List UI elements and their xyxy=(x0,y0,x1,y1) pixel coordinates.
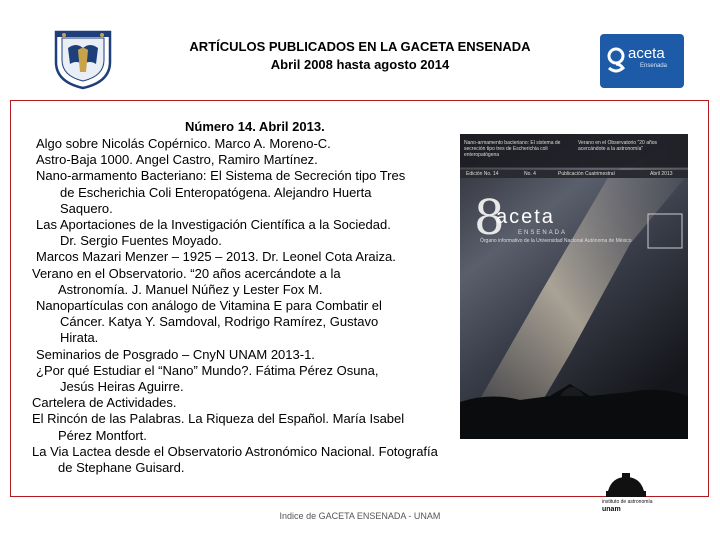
article-text-continuation: Astronomía. J. Manuel Núñez y Lester Fox M. xyxy=(58,281,323,297)
cover-article-teaser-2: Verano en el Observatorio "20 años acercándote a la astronomía" xyxy=(578,140,658,152)
article-item xyxy=(32,411,462,443)
article-text: Verano en el Observatorio. “20 años acercándote a la xyxy=(32,265,341,281)
magazine-cover-image xyxy=(460,134,688,439)
cover-article-teaser: Nano-armamento bacteriano: El sistema de secreción tipo tres de Escherichia coli enteropatógena xyxy=(464,140,561,158)
cover-issue-no: No. 4 xyxy=(524,171,536,177)
article-item xyxy=(32,444,462,476)
cover-label: Publicación Cuatrimestral xyxy=(558,171,615,177)
page-header xyxy=(150,38,570,74)
article-text: Astro-Baja 1000. Angel Castro, Ramiro Martínez. xyxy=(36,152,318,168)
cover-title: aceta xyxy=(496,206,555,228)
article-text: El Rincón de las Palabras. La Riqueza del Español. María Isabel xyxy=(32,411,405,427)
article-text-continuation: Saquero. xyxy=(60,200,113,216)
cover-date: Abril 2013 xyxy=(650,171,673,177)
article-text: Nano-armamento Bacteriano: El Sistema de Secreción tipo Tres xyxy=(36,168,406,184)
article-item xyxy=(32,298,462,347)
article-text: La Via Lactea desde el Observatorio Astronómico Nacional. Fotografía xyxy=(32,443,438,459)
article-text-continuation: Hirata. xyxy=(60,330,99,346)
article-text: Nanopartículas con análogo de Vitamina E para Combatir el xyxy=(36,298,382,314)
article-list xyxy=(32,136,462,476)
article-text-continuation: Cáncer. Katya Y. Samdoval, Rodrigo Ramírez, Gustavo xyxy=(60,314,379,330)
article-text-continuation: de Stephane Guisard. xyxy=(58,460,185,476)
ia-logo-line2: unam xyxy=(602,506,621,513)
header-title: ARTÍCULOS PUBLICADOS EN LA GACETA ENSENADA xyxy=(189,39,531,54)
issue-title: Número 14. Abril 2013. xyxy=(185,119,325,134)
article-item xyxy=(32,217,462,249)
article-text: ¿Por qué Estudiar el “Nano” Mundo?. Fátima Pérez Osuna, xyxy=(36,362,379,378)
page-footer: Indice de GACETA ENSENADA - UNAM xyxy=(279,511,441,521)
cover-g-icon: 8 xyxy=(474,190,505,246)
cover-issue: Edición No. 14 xyxy=(466,171,499,177)
article-text: Marcos Mazari Menzer – 1925 – 2013. Dr. Leonel Cota Araiza. xyxy=(36,249,396,265)
cover-subtitle: ENSENADA xyxy=(518,230,568,236)
article-item xyxy=(32,363,462,395)
article-item xyxy=(32,347,462,363)
instituto-astronomia-logo xyxy=(598,471,658,513)
header-date-range: Abril 2008 hasta agosto 2014 xyxy=(270,57,450,72)
unam-logo xyxy=(50,28,116,90)
article-item xyxy=(32,395,462,411)
ia-logo-line1: instituto de astronomía xyxy=(602,499,653,505)
cover-tagline: Órgano informativo de la Universidad Nacional Autónoma de México xyxy=(480,238,632,244)
article-text: Seminarios de Posgrado – CnyN UNAM 2013-1. xyxy=(36,346,315,362)
article-item xyxy=(32,168,462,217)
gaceta-logo xyxy=(600,34,684,88)
article-item xyxy=(32,266,462,298)
article-text: Las Aportaciones de la Investigación Científica a la Sociedad. xyxy=(36,217,391,233)
article-text: Cartelera de Actividades. xyxy=(32,395,177,411)
gaceta-logo-text: aceta xyxy=(628,45,665,62)
article-text: Algo sobre Nicolás Copérnico. Marco A. Moreno-C. xyxy=(36,136,331,151)
article-text-continuation: Pérez Montfort. xyxy=(58,427,147,443)
article-text-continuation: de Escherichia Coli Enteropatógena. Alejandro Huerta xyxy=(60,184,372,200)
article-text-continuation: Dr. Sergio Fuentes Moyado. xyxy=(60,233,222,249)
article-item xyxy=(32,136,462,152)
article-item xyxy=(32,152,462,168)
gaceta-logo-sub: Ensenada xyxy=(640,63,668,69)
article-item xyxy=(32,249,462,265)
article-text-continuation: Jesús Heiras Aguirre. xyxy=(60,379,184,395)
